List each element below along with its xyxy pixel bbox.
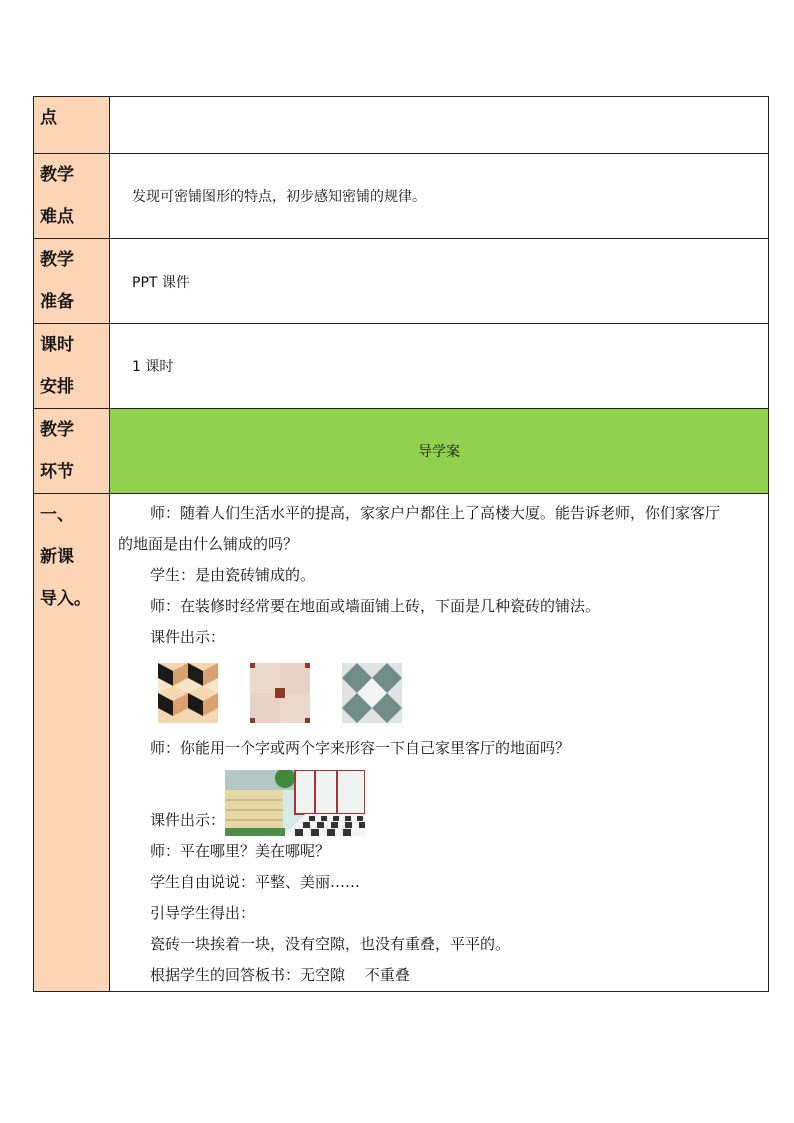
label-line: 安排 (40, 377, 74, 397)
label-cell (34, 239, 110, 324)
label-line: 课时 (40, 335, 74, 355)
label-line: 教学 (40, 250, 74, 270)
tile-pattern-cube-icon (158, 663, 218, 723)
paragraph: 师：你能用一个字或两个字来形容一下自己家里客厅的地面吗？ (150, 739, 571, 757)
paragraph: 学生：是由瓷砖铺成的。 (150, 566, 316, 584)
living-room-photo-icon (225, 770, 365, 836)
content-cell: 1 课时 (110, 324, 769, 409)
lesson-plan-table (33, 96, 769, 992)
paragraph: 师：在装修时经常要在地面或墙面铺上砖，下面是几种瓷砖的铺法。 (150, 597, 601, 615)
label-line: 难点 (40, 207, 74, 227)
lesson-content (110, 494, 769, 992)
label-line: 教学 (40, 420, 74, 440)
label-line: 准备 (40, 292, 74, 312)
label-line: 环节 (40, 462, 74, 482)
row-preparation (34, 239, 769, 324)
photo-line (118, 764, 760, 836)
tile-pattern-gallery (118, 653, 760, 733)
label-line: 一、 (40, 505, 74, 525)
label-line: 点 (40, 108, 57, 128)
paragraph: 学生自由说说：平整、美丽…… (150, 873, 361, 891)
paragraph: 的地面是由什么铺成的吗？ (118, 535, 299, 553)
content-cell: PPT 课件 (110, 239, 769, 324)
paragraph: 引导学生得出： (150, 904, 256, 922)
tile-pattern-square-icon (250, 663, 310, 723)
row-teaching-section (34, 409, 769, 494)
content-cell (110, 97, 769, 154)
tile-pattern-diamond-icon (342, 663, 402, 723)
paragraph: 课件出示： (150, 628, 226, 646)
label-cell (34, 324, 110, 409)
paragraph: 师：随着人们生活水平的提高，家家户户都住上了高楼大厦。能告诉老师，你们家客厅 (150, 504, 721, 522)
label-cell (34, 97, 110, 154)
section-header: 导学案 (110, 409, 769, 494)
label-cell (34, 409, 110, 494)
label-cell (34, 154, 110, 239)
paragraph: 课件出示： (150, 811, 226, 829)
row-difficulty (34, 154, 769, 239)
label-line: 导入。 (40, 589, 91, 609)
label-line: 新课 (40, 547, 74, 567)
label-line: 教学 (40, 165, 74, 185)
row-key-point (34, 97, 769, 154)
paragraph: 根据学生的回答板书：无空隙 不重叠 (150, 966, 410, 984)
label-cell (34, 494, 110, 992)
paragraph: 瓷砖一块挨着一块，没有空隙，也没有重叠，平平的。 (150, 935, 511, 953)
content-cell: 发现可密铺图形的特点，初步感知密铺的规律。 (110, 154, 769, 239)
paragraph: 师：平在哪里？美在哪呢？ (150, 842, 331, 860)
row-introduction (34, 494, 769, 992)
row-schedule (34, 324, 769, 409)
